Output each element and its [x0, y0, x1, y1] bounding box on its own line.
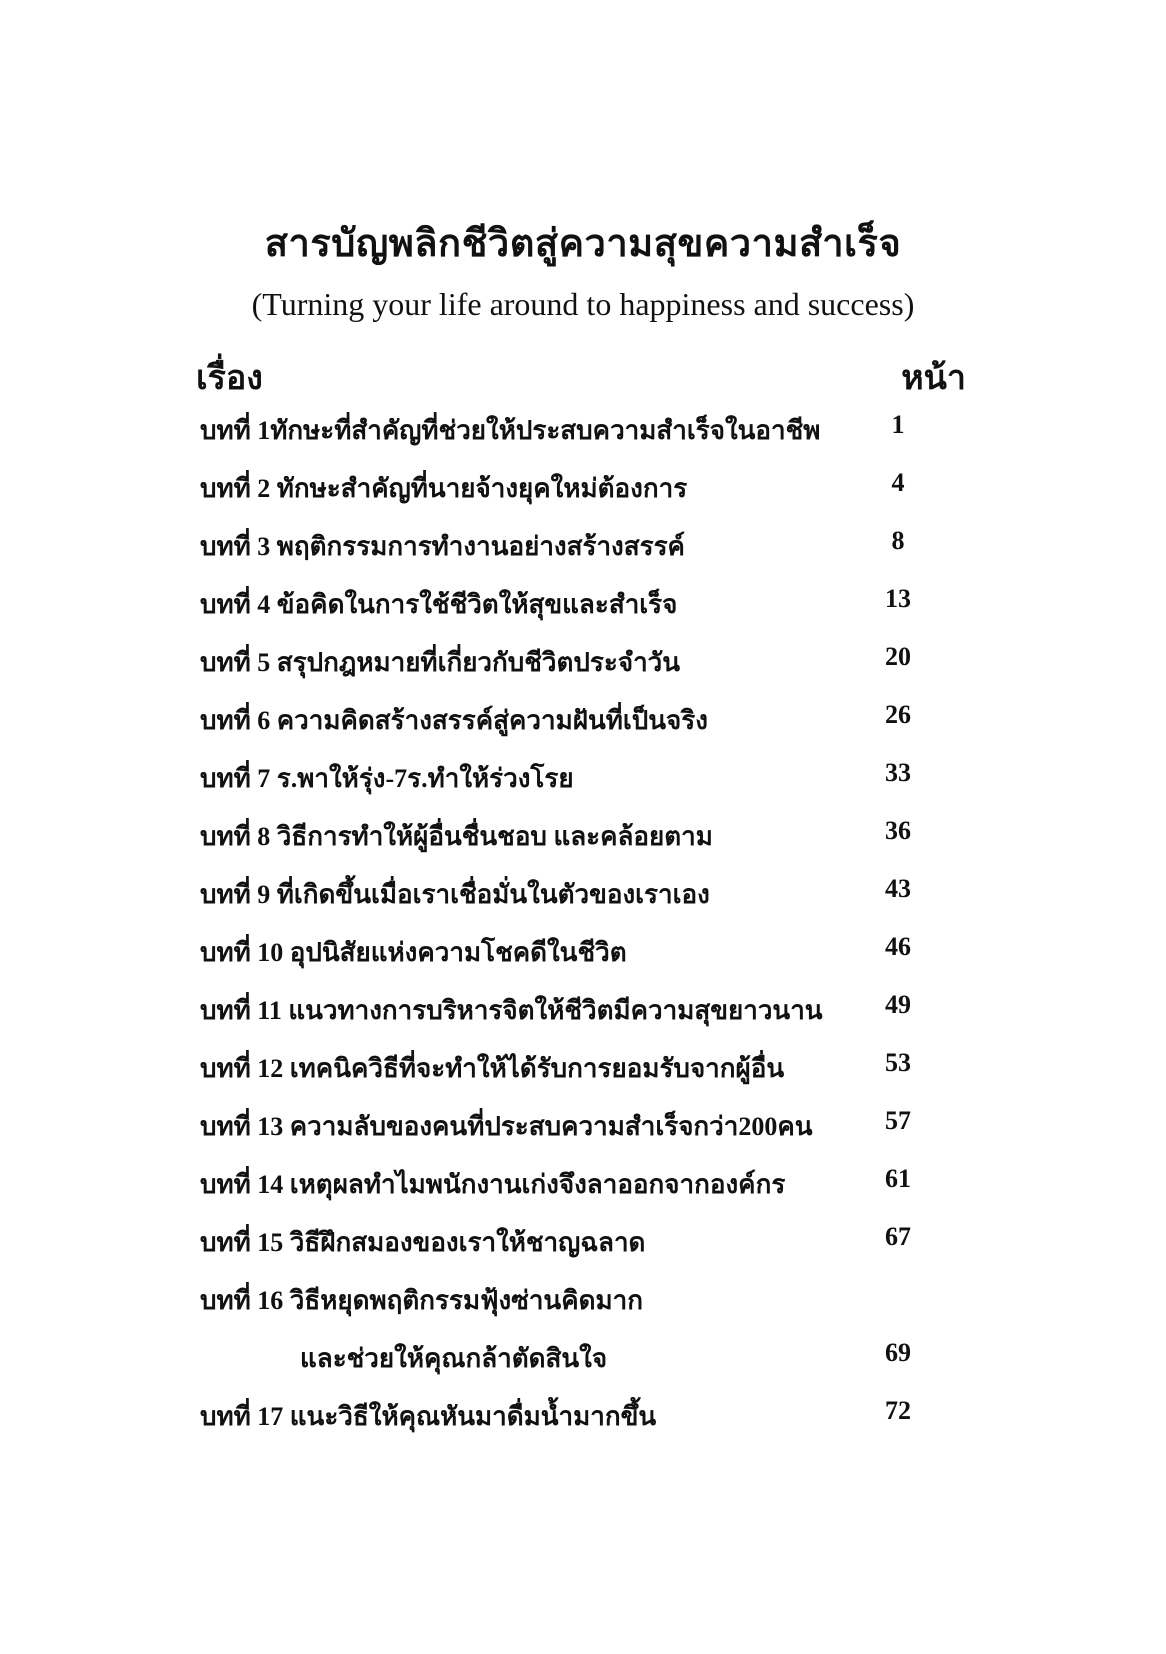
toc-entry-page: 20 [885, 642, 911, 671]
toc-entry-text: บทที่ 16 วิธีหยุดพฤติกรรมฟุ้งซ่านคิดมาก [200, 1286, 643, 1315]
topic-column-header: เรื่อง [196, 360, 263, 397]
toc-entry-page: 26 [885, 700, 911, 729]
toc-header [196, 350, 966, 398]
toc-entry-page: 1 [891, 410, 905, 439]
toc-entry-text: บทที่ 11 แนวทางการบริหารจิตให้ชีวิตมีความสุขยาวนาน [200, 996, 823, 1025]
toc-entry-page: 49 [885, 990, 911, 1019]
toc-entry-page: 61 [885, 1164, 911, 1193]
toc-row [200, 700, 940, 758]
toc-entry-text: บทที่ 13 ความลับของคนที่ประสบความสำเร็จกว่า200คน [200, 1112, 813, 1141]
toc-entry-text: บทที่ 4 ข้อคิดในการใช้ชีวิตให้สุขและสำเร็จ [200, 590, 678, 619]
toc-entry-text: บทที่ 1ทักษะที่สำคัญที่ช่วยให้ประสบความสำเร็จในอาชีพ [200, 416, 821, 445]
toc-entry-page: 36 [885, 816, 911, 845]
page-column-header: หน้า [901, 360, 966, 397]
toc-entry-page: 57 [885, 1106, 911, 1135]
toc-row [200, 642, 940, 700]
page-title: สารบัญพลิกชีวิตสู่ความสุขความสำเร็จ [264, 223, 902, 265]
toc-entry-page: 72 [885, 1396, 911, 1425]
toc-row [200, 1396, 940, 1454]
toc-row [200, 468, 940, 526]
toc-entry-page: 46 [885, 932, 911, 961]
toc-entry-text: บทที่ 3 พฤติกรรมการทำงานอย่างสร้างสรรค์ [200, 532, 685, 561]
table-of-contents [200, 410, 940, 1454]
toc-entry-text: บทที่ 6 ความคิดสร้างสรรค์สู่ความฝันที่เป็นจริง [200, 706, 708, 735]
toc-row [200, 526, 940, 584]
toc-entry-page: 4 [891, 468, 905, 497]
toc-entry-text-continuation: และช่วยให้คุณกล้าตัดสินใจ [300, 1344, 608, 1373]
toc-row [200, 758, 940, 816]
toc-row [200, 1164, 940, 1222]
toc-row [200, 816, 940, 874]
toc-entry-page: 69 [885, 1338, 911, 1367]
toc-entry-page: 67 [885, 1222, 911, 1251]
toc-entry-text: บทที่ 2 ทักษะสำคัญที่นายจ้างยุคใหม่ต้องการ [200, 474, 688, 503]
toc-entry-text: บทที่ 17 แนะวิธีให้คุณหันมาดื่มน้ำมากขึ้น [200, 1402, 657, 1431]
toc-row [200, 990, 940, 1048]
toc-entry-text: บทที่ 12 เทคนิควิธีที่จะทำให้ได้รับการยอมรับจากผู้อื่น [200, 1054, 785, 1083]
toc-entry-text: บทที่ 15 วิธีฝึกสมองของเราให้ชาญฉลาด [200, 1228, 646, 1257]
toc-entry-text: บทที่ 10 อุปนิสัยแห่งความโชคดีในชีวิต [200, 938, 627, 967]
toc-entry-page: 33 [885, 758, 911, 787]
toc-row [200, 874, 940, 932]
toc-entry-page: 8 [891, 526, 905, 555]
toc-row [200, 1048, 940, 1106]
toc-row [200, 584, 940, 642]
toc-entry-text: บทที่ 9 ที่เกิดขึ้นเมื่อเราเชื่อมั่นในตัวของเราเอง [200, 880, 710, 909]
toc-entry-page: 43 [885, 874, 911, 903]
toc-row [200, 410, 940, 468]
toc-row [200, 1222, 940, 1280]
toc-entry-text: บทที่ 14 เหตุผลทำไมพนักงานเก่งจึงลาออกจากองค์กร [200, 1170, 786, 1199]
toc-entry-text: บทที่ 5 สรุปกฎหมายที่เกี่ยวกับชีวิตประจำวัน [200, 648, 681, 677]
toc-row-continuation [200, 1338, 940, 1396]
toc-entry-text: บทที่ 8 วิธีการทำให้ผู้อื่นชื่นชอบ และคล้อยตาม [200, 822, 713, 851]
toc-row [200, 932, 940, 990]
toc-row [200, 1280, 940, 1338]
toc-row [200, 1106, 940, 1164]
toc-entry-text: บทที่ 7 ร.พาให้รุ่ง-7ร.ทำให้ร่วงโรย [200, 764, 574, 793]
toc-entry-page: 53 [885, 1048, 911, 1077]
page-subtitle: (Turning your life around to happiness and success) [251, 286, 915, 322]
toc-entry-page: 13 [885, 584, 911, 613]
